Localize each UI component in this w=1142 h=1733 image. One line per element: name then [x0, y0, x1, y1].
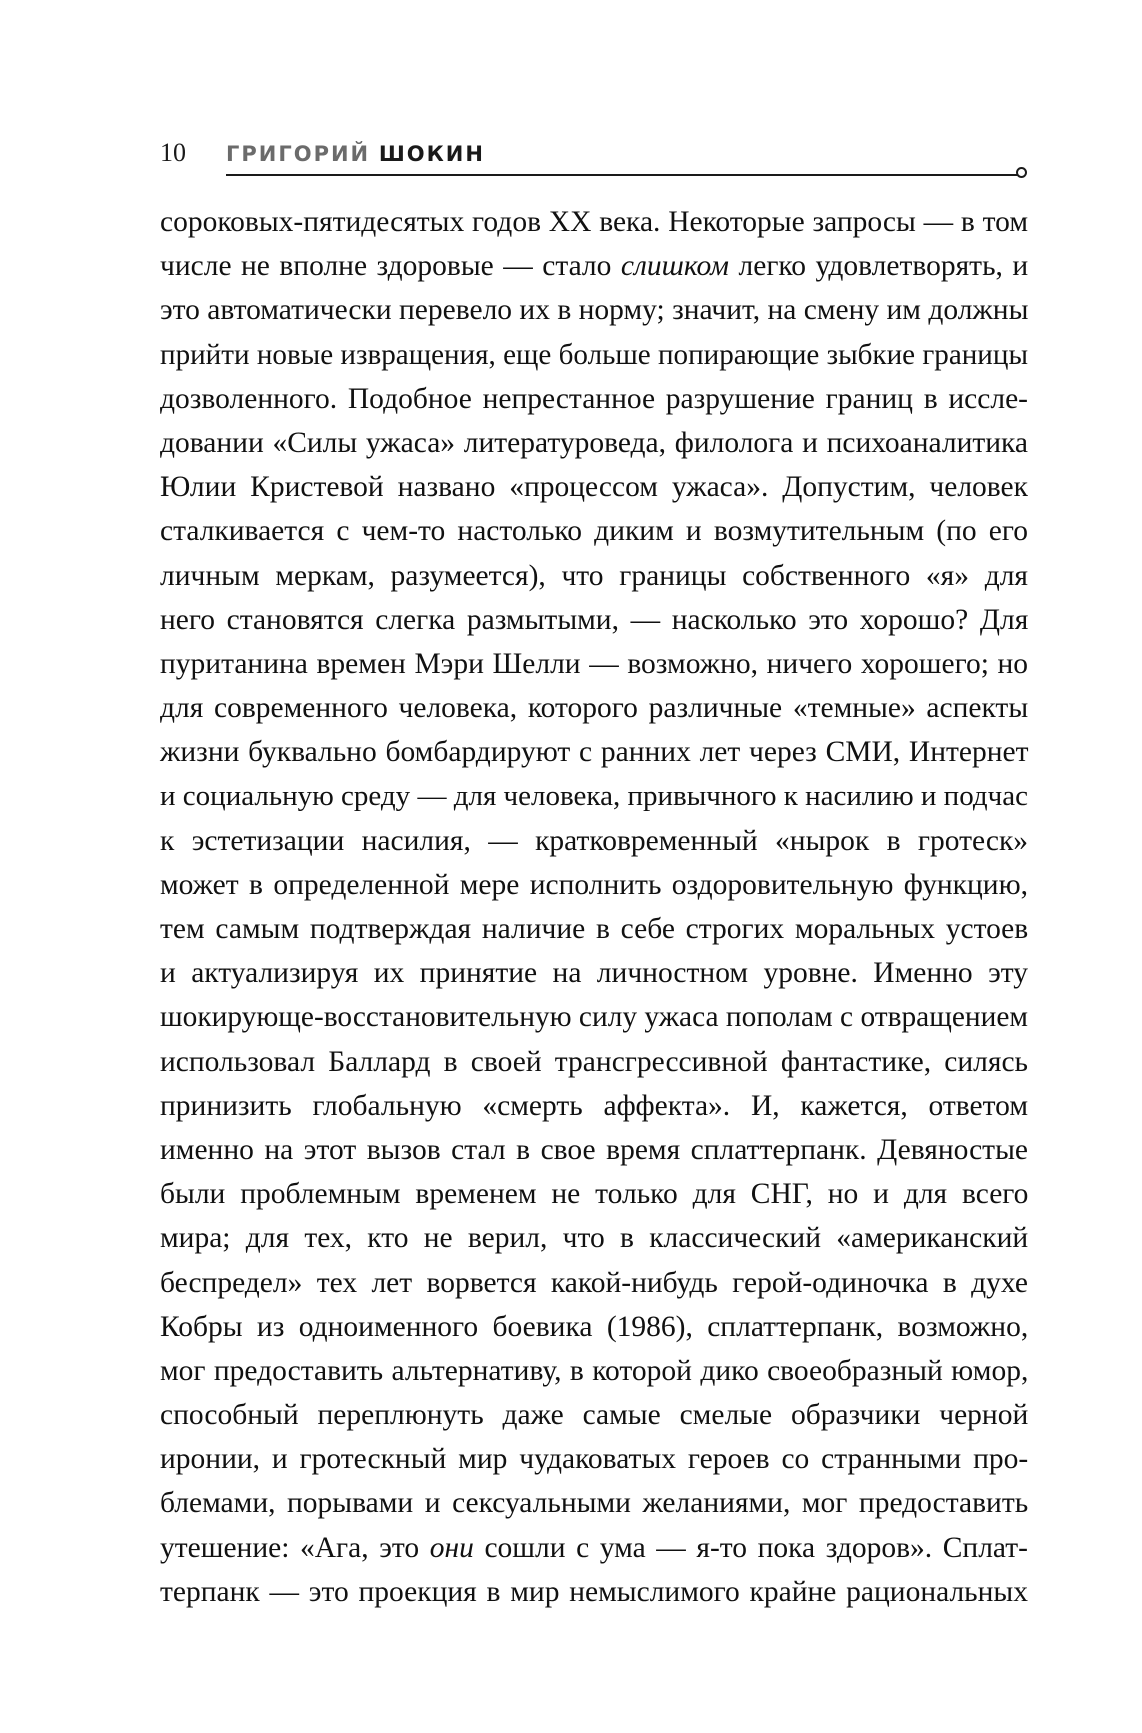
text-run: утешение: «Ага, это	[160, 1531, 430, 1564]
text-run: довании «Силы ужаса» литературоведа, филолога и психоаналитика	[160, 426, 1029, 459]
text-line	[160, 1216, 1028, 1260]
text-run: терпанк — это проекция в мир немыслимого крайне рациональных	[160, 1575, 1028, 1608]
text-run: к эстетизации насилия, — кратковременный «нырок в гротеск»	[160, 824, 1029, 857]
text-run: может в определенной мере исполнить оздоровительную функцию,	[160, 868, 1028, 901]
text-line	[160, 244, 1028, 288]
text-run: именно на этот вызов стал в свое время сплаттерпанк. Девяностые	[160, 1133, 1028, 1166]
text-line	[160, 1570, 1028, 1614]
text-line	[160, 1526, 1028, 1570]
text-line	[160, 1393, 1028, 1437]
text-run: сошли с ума — я-то пока здоров». Сплат-	[473, 1531, 1028, 1564]
text-line	[160, 907, 1028, 951]
text-run: мог предоставить альтернативу, в которой дико своеобразный юмор,	[160, 1354, 1029, 1387]
text-run: были проблемным временем не только для СНГ, но и для всего	[160, 1178, 1029, 1211]
text-run: мира; для тех, кто не верил, что в классический «американский	[160, 1222, 1029, 1255]
text-run: шокирующе-восстановительную силу ужаса пополам с отвращением	[160, 1001, 1028, 1034]
body-text	[160, 200, 1028, 1614]
italic-text: они	[429, 1531, 474, 1564]
text-run: для современного человека, которого различные «темные» аспекты	[160, 692, 1029, 725]
text-line	[160, 598, 1028, 642]
text-line	[160, 554, 1028, 598]
text-run: жизни буквально бомбардируют с ранних лет через СМИ, Интернет	[160, 736, 1029, 769]
text-run: прийти новые извращения, еще больше попирающие зыбкие границы	[160, 338, 1028, 371]
text-run: блемами, порывами и сексуальными желаниями, мог предоставить	[160, 1487, 1029, 1520]
text-run: сталкивается с чем-то настолько диким и возмутительным (по его	[160, 515, 1028, 548]
text-line	[160, 642, 1028, 686]
text-run: числе не вполне здоровые — стало	[160, 250, 621, 283]
text-line	[160, 377, 1028, 421]
text-run: дозволенного. Подобное непрестанное разрушение границ в иссле-	[160, 382, 1028, 415]
text-run: Юлии Кристевой названо «процессом ужаса». Допустим, человек	[160, 471, 1028, 504]
text-line	[160, 774, 1028, 818]
text-line	[160, 333, 1028, 377]
text-line	[160, 819, 1028, 863]
text-line	[160, 1481, 1028, 1525]
text-line	[160, 686, 1028, 730]
author-first-name: ГРИГОРИЙ	[226, 142, 371, 166]
text-line	[160, 1172, 1028, 1216]
text-run: принизить глобальную «смерть аффекта». И, кажется, ответом	[160, 1089, 1028, 1122]
text-line	[160, 863, 1028, 907]
text-line	[160, 1305, 1028, 1349]
text-run: это автоматически перевело их в норму; значит, на смену им должны	[160, 294, 1029, 327]
text-line	[160, 1040, 1028, 1084]
text-line	[160, 1261, 1028, 1305]
page-header	[160, 138, 1040, 178]
page-number: 10	[160, 138, 186, 167]
text-line	[160, 1349, 1028, 1393]
text-line	[160, 509, 1028, 553]
text-run: и социальную среду — для человека, привычного к насилию и подчас	[160, 780, 1028, 813]
text-run: способный переплюнуть даже самые смелые образчики черной	[160, 1399, 1029, 1432]
text-run: и актуализируя их принятие на личностном уровне. Именно эту	[160, 957, 1028, 990]
text-line	[160, 951, 1028, 995]
text-line	[160, 1437, 1028, 1481]
text-line	[160, 1084, 1028, 1128]
text-line	[160, 421, 1028, 465]
text-run: беспредел» тех лет ворвется какой-нибудь герой-одиночка в духе	[160, 1266, 1029, 1299]
text-run: тем самым подтверждая наличие в себе строгих моральных устоев	[160, 913, 1029, 945]
text-run: личным меркам, разумеется), что границы собственного «я» для	[160, 559, 1028, 592]
text-run: пуританина времен Мэри Шелли — возможно, ничего хорошего; но	[160, 647, 1029, 680]
text-line	[160, 200, 1028, 244]
text-run: сороковых-пятидесятых годов XX века. Некоторые запросы — в том	[160, 206, 1028, 238]
text-run: Кобры из одноименного боевика (1986), сплаттерпанк, возможно,	[160, 1310, 1029, 1343]
italic-text: слишком	[620, 250, 730, 283]
text-line	[160, 1128, 1028, 1172]
author-last-name: ШОКИН	[378, 142, 485, 166]
text-run: легко удовлетворять, и	[729, 250, 1029, 283]
text-run: него становятся слегка размытыми, — насколько это хорошо? Для	[160, 603, 1029, 636]
text-line	[160, 465, 1028, 509]
text-line	[160, 288, 1028, 332]
text-run: иронии, и гротескный мир чудаковатых героев со странными про-	[160, 1443, 1029, 1476]
text-line	[160, 730, 1028, 774]
text-line	[160, 995, 1028, 1039]
header-rule-end-dot	[1016, 167, 1027, 178]
running-head	[226, 140, 485, 168]
header-rule	[226, 174, 1018, 176]
text-run: использовал Баллард в своей трансгрессивной фантастике, силясь	[160, 1045, 1028, 1078]
